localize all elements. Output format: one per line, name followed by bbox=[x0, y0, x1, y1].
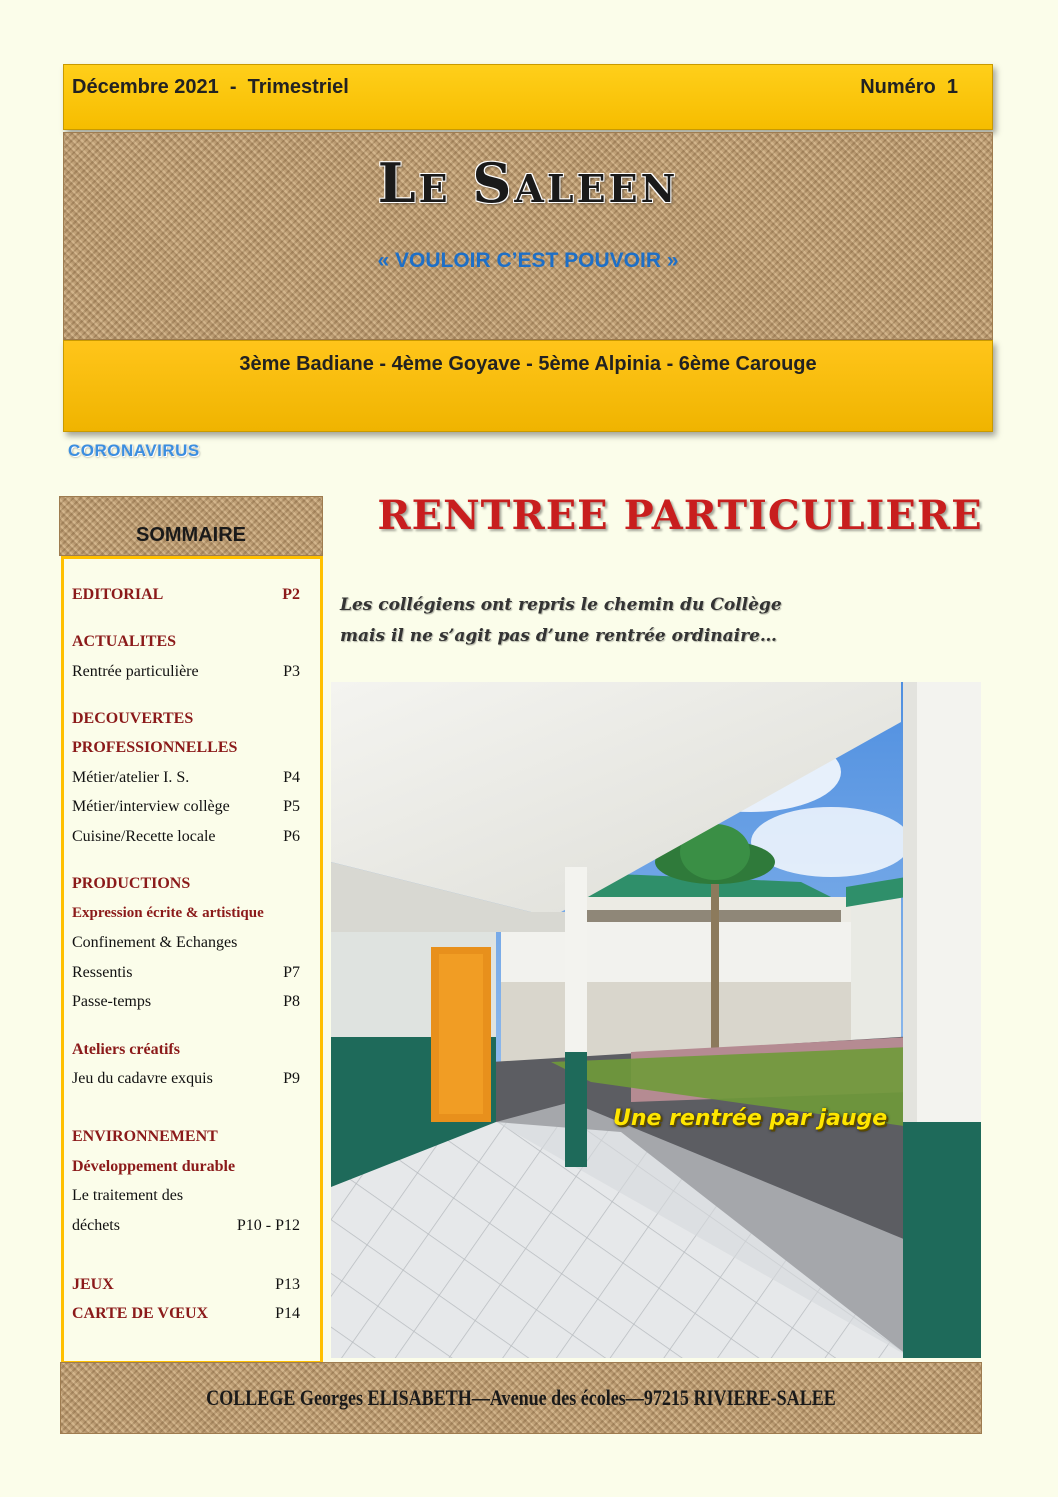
toc-entry[interactable]: CARTE DE VŒUX P14 bbox=[72, 1305, 300, 1322]
sommaire-header bbox=[59, 496, 323, 556]
toc-entry[interactable]: PRODUCTIONS bbox=[72, 875, 191, 892]
issue-date: Décembre 2021 - Trimestriel bbox=[72, 76, 349, 98]
toc-entry[interactable]: EDITORIAL P2 bbox=[72, 586, 300, 603]
toc-entry[interactable]: DECOUVERTES bbox=[72, 710, 194, 727]
school-photo bbox=[331, 682, 981, 1358]
toc-entry[interactable]: ENVIRONNEMENT bbox=[72, 1128, 218, 1145]
school-address: COLLEGE Georges ELISABETH—Avenue des écoles—97215 RIVIERE-SALEE bbox=[206, 1385, 836, 1410]
table-of-contents bbox=[61, 556, 323, 1364]
header-bar bbox=[63, 64, 993, 130]
classes-bar bbox=[63, 340, 993, 432]
toc-entry[interactable]: Ressentis P7 bbox=[72, 964, 300, 981]
school-courtyard-illustration bbox=[331, 682, 981, 1358]
toc-entry[interactable]: Métier/interview collège P5 bbox=[72, 798, 300, 815]
intro-line: mais il ne s’agit pas d’une rentrée ordinaire… bbox=[340, 626, 777, 646]
intro-line: Les collégiens ont repris le chemin du Collège bbox=[340, 595, 782, 615]
toc-entry[interactable]: Rentrée particulière P3 bbox=[72, 663, 300, 680]
toc-entry[interactable]: Le traitement des bbox=[72, 1187, 184, 1204]
article-intro bbox=[340, 590, 980, 652]
masthead bbox=[63, 132, 993, 340]
sommaire-title: SOMMAIRE bbox=[136, 524, 246, 546]
article-title: RENTREE PARTICULIERE bbox=[377, 492, 983, 539]
toc-entry[interactable]: Cuisine/Recette locale P6 bbox=[72, 828, 300, 845]
toc-entry[interactable]: Confinement & Echanges bbox=[72, 934, 238, 951]
toc-entry[interactable]: JEUX P13 bbox=[72, 1276, 300, 1293]
classes-line: 3ème Badiane - 4ème Goyave - 5ème Alpinia - 6ème Carouge bbox=[239, 353, 817, 375]
newspaper-title: Le Saleen bbox=[377, 151, 679, 215]
toc-entry[interactable]: Métier/atelier I. S. P4 bbox=[72, 769, 300, 786]
toc-entry[interactable]: déchets P10 - P12 bbox=[72, 1217, 300, 1234]
issue-number: Numéro 1 bbox=[860, 76, 958, 98]
motto: « VOULOIR C’EST POUVOIR » bbox=[377, 249, 679, 272]
toc-entry[interactable]: Ateliers créatifs bbox=[72, 1041, 180, 1058]
photo-caption: Une rentrée par jauge bbox=[613, 1106, 888, 1131]
toc-entry[interactable]: Passe-temps P8 bbox=[72, 993, 300, 1010]
toc-entry[interactable]: PROFESSIONNELLES bbox=[72, 739, 238, 756]
toc-entry[interactable]: Expression écrite & artistique bbox=[72, 905, 264, 921]
toc-entry[interactable]: ACTUALITES bbox=[72, 633, 177, 650]
footer bbox=[60, 1362, 982, 1434]
toc-entry[interactable]: Développement durable bbox=[72, 1158, 236, 1175]
toc-entry[interactable]: Jeu du cadavre exquis P9 bbox=[72, 1070, 300, 1087]
section-label: CORONAVIRUS bbox=[68, 441, 200, 460]
